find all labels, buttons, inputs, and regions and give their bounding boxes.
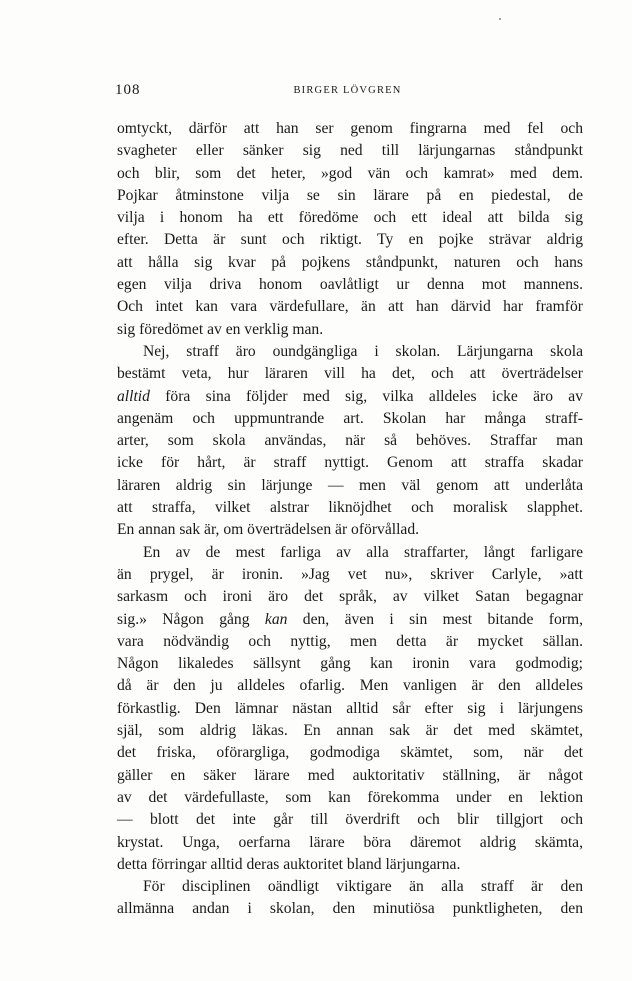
running-head [115,82,580,102]
text-segment: och blir, som det heter, »god vän och kamrat» med dem. [117,164,583,182]
text-line [117,586,583,608]
text-line [117,609,583,631]
text-segment: sig föredömet av en verklig man. [117,320,324,338]
text-segment: Pojkar åtminstone vilja se sin lärare på en piedestal, de [117,186,583,204]
text-segment: En av de mest farliga av alla straffarter, långt farligare [143,543,583,561]
text-segment: arter, som skola användas, när så behöves. Straffar man [117,432,583,450]
text-line [117,564,583,586]
text-segment: den, även i sin mest bitande form, [287,610,583,628]
text-segment: En annan sak är, om överträdelsen är oförvållad. [117,521,420,539]
text-line [117,675,583,697]
text-segment: att hålla sig kvar på pojkens ståndpunkt, naturen och hans [117,253,583,271]
text-line [117,185,583,207]
text-line [117,787,583,809]
text-segment: föra sina följder med sig, vilka alldeles icke äro av [149,387,583,405]
text-line [117,386,583,408]
text-line [117,765,583,787]
text-line [117,898,583,920]
text-line [117,542,583,564]
text-line [117,497,583,519]
text-line [117,252,583,274]
text-segment: det friska, oförargliga, godmodiga skämtet, som, när det [117,744,583,762]
text-line [117,653,583,675]
text-segment: förkastlig. Den lämnar nästan alltid sår efter sig i lärjungens [117,699,583,717]
emphasized-word: kan [264,610,288,628]
text-line [117,118,583,140]
text-segment: själ, som aldrig läkas. En annan sak är det med skämtet, [117,722,583,740]
text-line [117,430,583,452]
text-line [117,274,583,296]
text-line [117,876,583,898]
text-line [117,742,583,764]
text-segment: bestämt veta, hur läraren vill ha det, och att överträdelser [117,365,583,383]
text-segment: Någon likaledes sällsynt gång kan ironin vara godmodig; [117,655,583,673]
text-line [117,408,583,430]
text-segment: läraren aldrig sin lärjunge — men väl genom att underlåta [117,476,583,494]
text-line [117,809,583,831]
text-line [117,207,583,229]
text-line [117,296,583,318]
text-line [117,363,583,385]
emphasized-word: alltid [117,387,150,405]
text-segment: egen vilja driva honom oavlåtligt ur denna mot mannens. [117,276,583,294]
text-line [117,720,583,742]
text-segment: Och intet kan vara värdefullare, än att han därvid har framför [117,298,583,316]
text-line [117,341,583,363]
text-line [117,854,583,876]
text-line [117,319,583,341]
text-segment: gäller en säker lärare med auktoritativ ställning, är något [117,766,583,784]
text-line [117,475,583,497]
text-segment: att straffa, vilket alstrar liknöjdhet och moralisk slapphet. [117,499,583,517]
text-segment: allmänna andan i skolan, den minutiösa punktligheten, den [117,900,583,918]
text-segment: sarkasm och ironi äro det språk, av vilket Satan begagnar [117,588,583,606]
text-line [117,452,583,474]
text-line [117,698,583,720]
text-segment: av det värdefullaste, som kan förekomma under en lektion [117,788,583,806]
text-line [117,229,583,251]
text-segment: sig.» Någon gång [117,610,265,628]
text-segment: efter. Detta är sunt och riktigt. Ty en pojke strävar aldrig [117,231,583,249]
page-number: 108 [115,82,141,98]
text-line [117,140,583,162]
text-segment: då är den ju alldeles ofarlig. Men vanligen är den alldeles [117,677,583,695]
text-segment: vara nödvändig och nyttig, men detta är mycket sällan. [117,632,583,650]
text-segment: svagheter eller sänker sig ned till lärjungarnas ståndpunkt [117,142,583,160]
paper-speck [499,18,501,20]
text-segment: Nej, straff äro oundgängliga i skolan. Lärjungarna skola [143,342,583,360]
text-segment: än prygel, är ironin. »Jag vet nu», skriver Carlyle, »att [117,565,583,583]
text-line [117,163,583,185]
text-segment: icke för hårt, är straff nyttigt. Genom att straffa skadar [117,454,583,472]
text-segment: detta förringar alltid deras auktoritet bland lärjungarna. [117,855,461,873]
running-title: BIRGER LÖVGREN [293,85,402,96]
text-segment: — blott det inte går till överdrift och blir tillgjort och [117,811,583,829]
text-segment: För disciplinen oändligt viktigare än alla straff är den [143,878,583,896]
text-segment: krystat. Unga, oerfarna lärare böra däremot aldrig skämta, [117,833,583,851]
text-segment: omtyckt, därför att han ser genom fingrarna med fel och [117,120,583,137]
text-line [117,832,583,854]
body-text [117,118,583,921]
text-segment: vilja i honom ha ett föredöme och ett ideal att bilda sig [117,209,583,227]
text-segment: angenäm och uppmuntrande art. Skolan har många straff- [117,409,583,427]
text-line [117,519,583,541]
text-line [117,631,583,653]
